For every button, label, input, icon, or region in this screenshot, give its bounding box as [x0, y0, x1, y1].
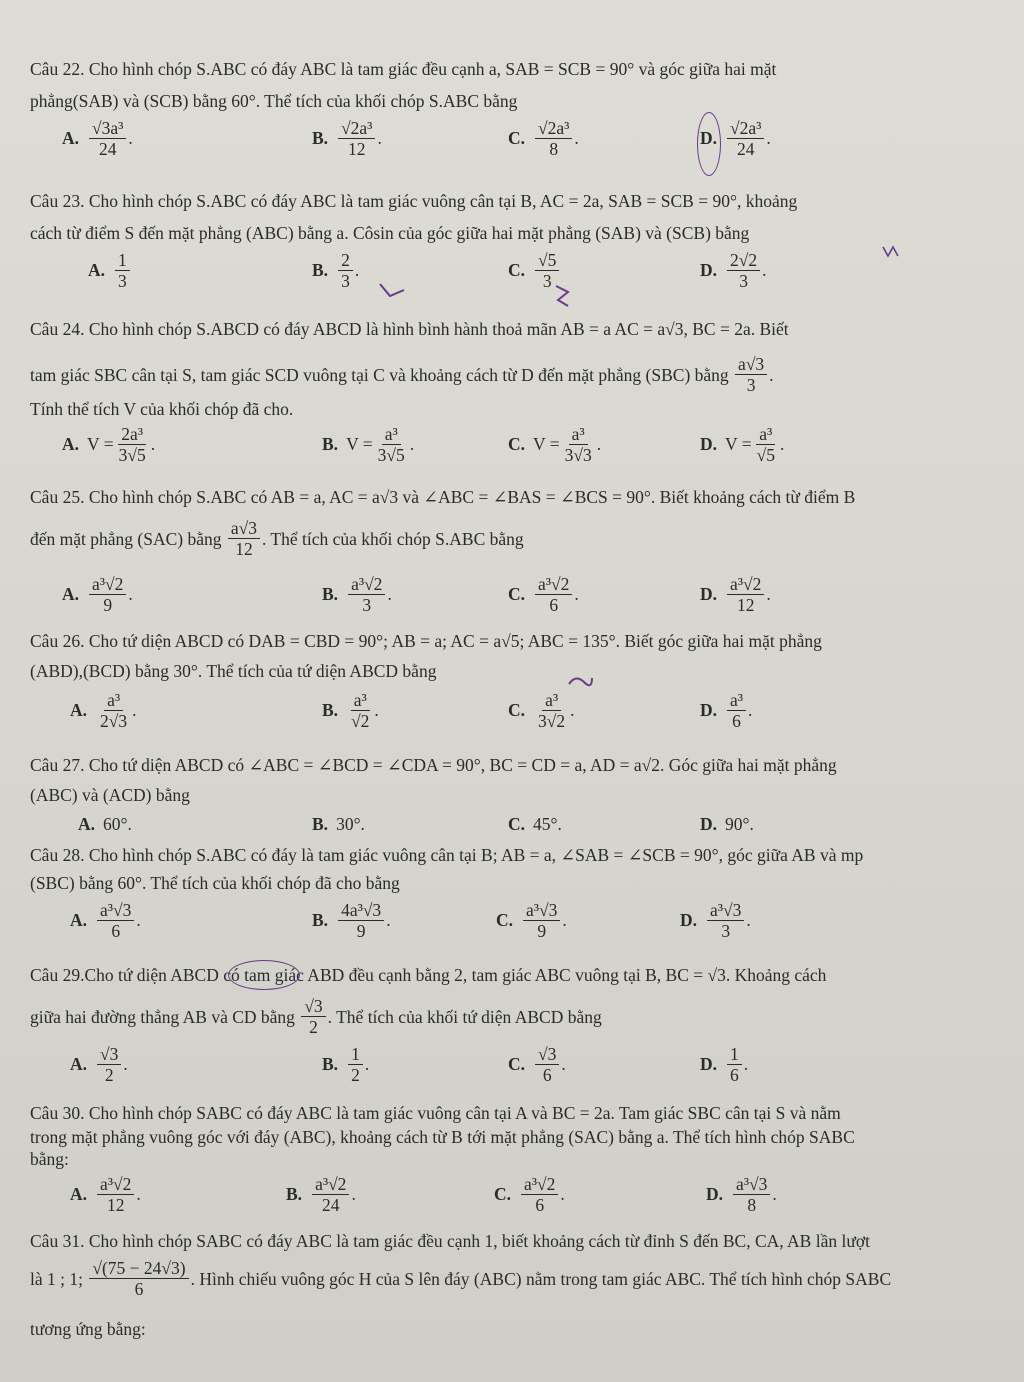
- q23-option-d[interactable]: D. $\frac{2√2}{3}$ .: [700, 250, 767, 291]
- q27-option-b[interactable]: B. 30°.: [312, 814, 365, 834]
- q29-option-a[interactable]: A. $\frac{√3}{2}$ .: [70, 1044, 128, 1085]
- q29-option-d[interactable]: D. $\frac{1}{6}$ .: [700, 1044, 749, 1085]
- question-23-line-1: Câu 23. Cho hình chóp S.ABC có đáy ABC là tam giác vuông cân tại B, AC = 2a, SAB = SCB = 90°, khoảng: [30, 191, 798, 211]
- question-22-line-1: Câu 22. Cho hình chóp S.ABC có đáy ABC là tam giác đều cạnh a, SAB = SCB = 90° và góc giữa hai mặt: [30, 59, 777, 79]
- question-29-line-2: giữa hai đường thẳng AB và CD bằng $\frac{√3}{2}$ . Thể tích của khối tứ diện ABCD bằng: [30, 996, 602, 1037]
- question-27-line-2: (ABC) và (ACD) bằng: [30, 785, 190, 805]
- q26-option-d[interactable]: D. $\frac{\text{a³}}{6}$ .: [700, 690, 753, 731]
- q25-option-d[interactable]: D. $\frac{\text{a³√2}}{12}$ .: [700, 574, 771, 615]
- question-30-line-1: Câu 30. Cho hình chóp SABC có đáy ABC là tam giác vuông cân tại A và BC = 2a. Tam giác SBC cân tại S và nằm: [30, 1103, 841, 1123]
- question-31-line-1: Câu 31. Cho hình chóp SABC có đáy ABC là tam giác đều cạnh 1, biết khoảng cách từ đỉnh S đến BC, CA, AB lần lượt: [30, 1231, 870, 1251]
- q23-option-c[interactable]: C. $\frac{√5}{3}$: [508, 250, 561, 291]
- q27-option-c[interactable]: C. 45°.: [508, 814, 562, 834]
- pen-tick-mark: [880, 244, 902, 260]
- q26-option-a[interactable]: A. $\frac{\text{a³}}{2√3}$ .: [70, 690, 137, 731]
- question-25-line-2: đến mặt phẳng (SAC) bằng $\frac{a√3}{12}$ . Thể tích của khối chóp S.ABC bằng: [30, 518, 524, 559]
- q22-option-a[interactable]: A. $\frac{\text{√3a³}}{24}$ .: [62, 118, 133, 159]
- q24-option-d[interactable]: D. V = $\frac{\text{a³}}{√5}$ .: [700, 424, 785, 465]
- q26-option-c[interactable]: C. $\frac{\text{a³}}{3√2}$ .: [508, 690, 575, 731]
- question-25-line-1: Câu 25. Cho hình chóp S.ABC có AB = a, AC = a√3 và ∠ABC = ∠BAS = ∠BCS = 90°. Biết khoảng cách từ điểm B: [30, 487, 856, 507]
- pen-scribble-mark: [566, 672, 594, 690]
- q27-option-d[interactable]: D. 90°.: [700, 814, 754, 834]
- q22-option-d[interactable]: D. $\frac{\text{√2a³}}{24}$ .: [700, 118, 771, 159]
- question-24-line-2: tam giác SBC cân tại S, tam giác SCD vuông tại C và khoảng cách từ D đến mặt phẳng (SBC) bằng $\frac{a√3}{3}$ .: [30, 354, 774, 395]
- q24-option-a[interactable]: A. V = $\frac{\text{2a³}}{3√5}$ .: [62, 424, 156, 465]
- question-28-line-1: Câu 28. Cho hình chóp S.ABC có đáy là tam giác vuông cân tại B; AB = a, ∠SAB = ∠SCB = 90°, góc giữa AB và mp: [30, 845, 864, 865]
- question-24-line-3: Tính thể tích V của khối chóp đã cho.: [30, 399, 294, 419]
- q24-option-b[interactable]: B. V = $\frac{\text{a³}}{3√5}$ .: [322, 424, 415, 465]
- question-26-line-2: (ABD),(BCD) bằng 30°. Thể tích của tứ diện ABCD bằng: [30, 661, 437, 681]
- q25-option-a[interactable]: A. $\frac{\text{a³√2}}{9}$ .: [62, 574, 133, 615]
- question-30-line-2: trong mặt phẳng vuông góc với đáy (ABC), khoảng cách từ B tới mặt phẳng (SAC) bằng a. Thể tích hình chóp SABC: [30, 1127, 855, 1147]
- q27-option-a[interactable]: A. 60°.: [78, 814, 132, 834]
- question-23-line-2: cách từ điểm S đến mặt phẳng (ABC) bằng a. Côsin của góc giữa hai mặt phẳng (SAB) và (SCB) bằng: [30, 223, 750, 243]
- q22-option-c[interactable]: C. $\frac{\text{√2a³}}{8}$ .: [508, 118, 579, 159]
- question-22-line-2: phẳng(SAB) và (SCB) bằng 60°. Thể tích của khối chóp S.ABC bằng: [30, 91, 518, 111]
- q29-option-c[interactable]: C. $\frac{√3}{6}$ .: [508, 1044, 566, 1085]
- q23-option-b[interactable]: B. $\frac{2}{3}$ .: [312, 250, 360, 291]
- q30-option-c[interactable]: C. $\frac{\text{a³√2}}{6}$ .: [494, 1174, 565, 1215]
- question-26-line-1: Câu 26. Cho tứ diện ABCD có DAB = CBD = 90°; AB = a; AC = a√5; ABC = 135°. Biết góc giữa hai mặt phẳng: [30, 631, 822, 651]
- q30-option-a[interactable]: A. $\frac{\text{a³√2}}{12}$ .: [70, 1174, 141, 1215]
- q25-option-c[interactable]: C. $\frac{\text{a³√2}}{6}$ .: [508, 574, 579, 615]
- q23-option-a[interactable]: A. $\frac{1}{3}$: [88, 250, 132, 291]
- q30-option-d[interactable]: D. $\frac{\text{a³√3}}{8}$ .: [706, 1174, 777, 1215]
- pen-scribble-mark: [552, 282, 574, 308]
- q25-option-b[interactable]: B. $\frac{\text{a³√2}}{3}$ .: [322, 574, 392, 615]
- handwritten-circle-mark: [697, 112, 721, 176]
- q28-option-c[interactable]: C. $\frac{\text{a³√3}}{9}$ .: [496, 900, 567, 941]
- question-27-line-1: Câu 27. Cho tứ diện ABCD có ∠ABC = ∠BCD = ∠CDA = 90°, BC = CD = a, AD = a√2. Góc giữa hai mặt phẳng: [30, 755, 837, 775]
- q28-option-a[interactable]: A. $\frac{\text{a³√3}}{6}$ .: [70, 900, 141, 941]
- q30-option-b[interactable]: B. $\frac{\text{a³√2}}{24}$ .: [286, 1174, 356, 1215]
- question-30-line-3: bằng:: [30, 1149, 69, 1169]
- question-31-line-2: là 1 ; 1; $\frac{√(75 - 24√3)}{6}$ . Hình chiếu vuông góc H của S lên đáy (ABC) nằm trong tam giác ABC. Thể tích hình chóp SABC: [30, 1258, 892, 1299]
- question-28-line-2: (SBC) bằng 60°. Thể tích của khối chóp đã cho bằng: [30, 873, 400, 893]
- q29-option-b[interactable]: B. $\frac{1}{2}$ .: [322, 1044, 370, 1085]
- q28-option-d[interactable]: D. $\frac{\text{a³√3}}{3}$ .: [680, 900, 751, 941]
- question-29-line-1: Câu 29.Cho tứ diện ABCD có tam giác ABD đều cạnh bằng 2, tam giác ABC vuông tại B, BC = √3. Khoảng cách: [30, 965, 827, 985]
- pen-scribble-mark: [376, 280, 410, 302]
- q24-option-c[interactable]: C. V = $\frac{\text{a³}}{3√3}$ .: [508, 424, 602, 465]
- question-31-line-3: tương ứng bằng:: [30, 1319, 146, 1339]
- question-24-line-1: Câu 24. Cho hình chóp S.ABCD có đáy ABCD là hình bình hành thoả mãn AB = a AC = a√3, BC = 2a. Biết: [30, 319, 789, 339]
- q28-option-b[interactable]: B. $\frac{\text{4a³√3}}{9}$ .: [312, 900, 391, 941]
- handwritten-circle-mark: [228, 960, 300, 990]
- q22-option-b[interactable]: B. $\frac{\text{√2a³}}{12}$ .: [312, 118, 382, 159]
- q26-option-b[interactable]: B. $\frac{\text{a³}}{√2}$ .: [322, 690, 379, 731]
